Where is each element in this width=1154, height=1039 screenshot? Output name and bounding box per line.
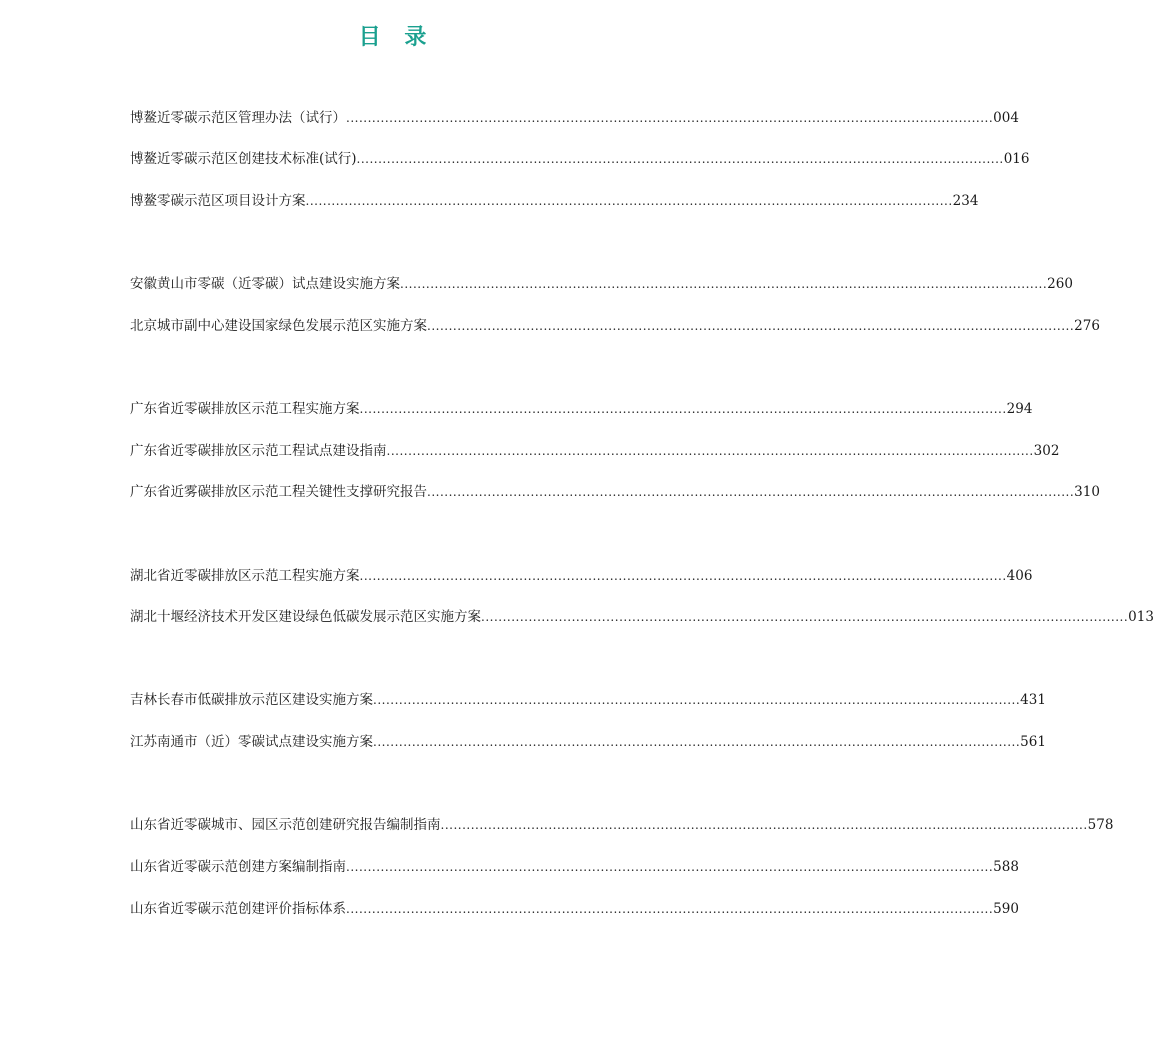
- toc-entry[interactable]: [130, 107, 1019, 129]
- toc-entry-page: 234: [952, 193, 979, 209]
- toc-entry[interactable]: [130, 898, 1019, 920]
- toc-entry-label: 广东省近零碳排放区示范工程实施方案: [130, 401, 360, 417]
- toc-leader-dots: ......................................................................................................................................................: [305, 194, 953, 208]
- toc-entry[interactable]: [130, 689, 1046, 711]
- toc-entry[interactable]: [130, 814, 1114, 836]
- toc-entry[interactable]: [130, 731, 1046, 753]
- toc-leader-dots: ......................................................................................................................................................: [427, 319, 1075, 333]
- toc-entry-page: 294: [1006, 401, 1033, 417]
- toc-entry-page: 260: [1047, 276, 1073, 292]
- toc-entry-label: 博鳌零碳示范区项目设计方案: [130, 193, 306, 209]
- toc-leader-dots: ......................................................................................................................................................: [346, 111, 994, 125]
- toc-entry-page: 561: [1020, 734, 1046, 750]
- toc-leader-dots: ......................................................................................................................................................: [359, 402, 1007, 416]
- page-title: 目 录: [358, 25, 435, 50]
- toc-entry-label: 安徽黄山市零碳（近零碳）试点建设实施方案: [130, 276, 400, 292]
- toc-entry-page: 302: [1033, 443, 1060, 459]
- toc-leader-dots: ......................................................................................................................................................: [440, 818, 1088, 832]
- toc-entry[interactable]: [130, 856, 1019, 878]
- toc-entry-label: 博鳌近零碳示范区创建技术标准(试行): [130, 151, 357, 167]
- toc-leader-dots: ......................................................................................................................................................: [481, 610, 1129, 624]
- toc-entry[interactable]: [130, 190, 979, 212]
- toc-entry-label: 广东省近零碳排放区示范工程试点建设指南: [130, 443, 387, 459]
- toc-entry[interactable]: [130, 273, 1073, 295]
- toc-leader-dots: ......................................................................................................................................................: [346, 860, 994, 874]
- toc-leader-dots: ......................................................................................................................................................: [359, 569, 1007, 583]
- toc-leader-dots: ......................................................................................................................................................: [427, 485, 1075, 499]
- toc-entry[interactable]: [130, 440, 1060, 462]
- toc-entry[interactable]: [130, 565, 1033, 587]
- toc-entry-page: 276: [1074, 318, 1100, 334]
- toc-leader-dots: ......................................................................................................................................................: [356, 152, 1004, 166]
- toc-entry-page: 406: [1006, 568, 1033, 584]
- toc-entry[interactable]: [130, 398, 1033, 420]
- toc-leader-dots: ......................................................................................................................................................: [373, 735, 1021, 749]
- toc-entry-label: 湖北省近零碳排放区示范工程实施方案: [130, 568, 360, 584]
- toc-entry-page: 004: [993, 110, 1019, 126]
- toc-entry[interactable]: [130, 606, 1154, 628]
- toc-entry-page: 016: [1003, 151, 1030, 167]
- toc-entry-label: 山东省近零碳示范创建评价指标体系: [130, 901, 346, 917]
- toc-entry-label: 江苏南通市（近）零碳试点建设实施方案: [130, 734, 373, 750]
- toc-entry-page: 431: [1020, 692, 1046, 708]
- toc-entry[interactable]: [130, 148, 1030, 170]
- toc-leader-dots: ......................................................................................................................................................: [346, 902, 994, 916]
- toc-entry-label: 山东省近零碳城市、园区示范创建研究报告编制指南: [130, 817, 441, 833]
- toc-leader-dots: ......................................................................................................................................................: [386, 444, 1034, 458]
- toc-entry-label: 山东省近零碳示范创建方案编制指南: [130, 859, 346, 875]
- toc-entry-page: 590: [993, 901, 1019, 917]
- toc-leader-dots: ......................................................................................................................................................: [373, 693, 1021, 707]
- toc-entry-page: 310: [1074, 484, 1100, 500]
- toc-entry[interactable]: [130, 481, 1100, 503]
- toc-entry-page: 578: [1087, 817, 1114, 833]
- toc-entry-page: 588: [993, 859, 1019, 875]
- toc-leader-dots: ......................................................................................................................................................: [400, 277, 1048, 291]
- toc-entry-label: 北京城市副中心建设国家绿色发展示范区实施方案: [130, 318, 427, 334]
- toc-entry-label: 博鳌近零碳示范区管理办法（试行）: [130, 110, 346, 126]
- toc-entry-label: 广东省近雾碳排放区示范工程关键性支撑研究报告: [130, 484, 427, 500]
- toc-entry-label: 湖北十堰经济技术开发区建设绿色低碳发展示范区实施方案: [130, 609, 481, 625]
- toc-entry-page: 013: [1128, 609, 1154, 625]
- toc-entry[interactable]: [130, 315, 1100, 337]
- toc-entry-label: 吉林长春市低碳排放示范区建设实施方案: [130, 692, 373, 708]
